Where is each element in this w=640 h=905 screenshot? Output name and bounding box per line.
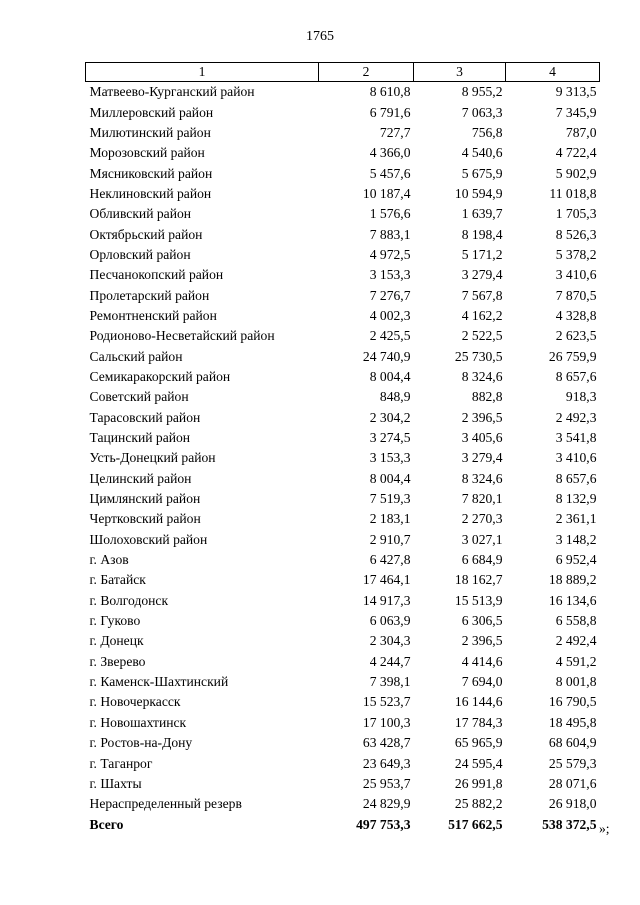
total-value-col2: 497 753,3 [356,816,411,832]
table-row [86,346,600,366]
table-row [86,102,600,122]
row-label: г. Донецк [89,633,144,649]
row-value-col4: 28 071,6 [548,775,597,791]
table-row [86,204,600,224]
row-value-col3: 8 324,6 [461,470,503,486]
table-row [86,245,600,265]
row-value-col3: 26 991,8 [454,775,503,791]
row-value-col4: 8 001,8 [555,674,597,690]
row-label: Цимлянский район [89,491,201,507]
total-value-col3: 517 662,5 [448,816,503,832]
row-value-col2: 14 917,3 [362,592,411,608]
table-row [86,285,600,305]
row-label: Целинский район [89,470,192,486]
row-value-col2: 3 274,5 [369,430,411,446]
row-value-col3: 2 396,5 [461,409,503,425]
row-label: Семикаракорский район [89,368,231,384]
table-row [86,774,600,794]
row-value-col3: 5 675,9 [461,165,503,181]
row-value-col4: 7 345,9 [555,104,597,120]
row-label: Тацинский район [89,430,191,446]
row-value-col3: 25 730,5 [454,348,503,364]
row-value-col4: 2 361,1 [555,511,597,527]
row-label: г. Волгодонск [89,592,169,608]
table-row [86,448,600,468]
row-value-col2: 4 366,0 [369,145,411,161]
row-value-col4: 26 918,0 [548,796,597,812]
row-label: Матвеево-Курганский район [89,84,255,100]
row-value-col2: 2 425,5 [369,328,411,344]
row-value-col2: 1 576,6 [369,206,411,222]
row-value-col4: 8 132,9 [555,491,597,507]
row-label: Нераспределенный резерв [89,796,242,812]
row-label: Шолоховский район [89,531,208,547]
table-row [86,306,600,326]
row-value-col4: 3 410,6 [555,450,597,466]
row-value-col2: 6 427,8 [369,552,411,568]
total-row [86,814,600,834]
column-header-1: 1 [86,63,319,82]
row-value-col4: 4 591,2 [555,653,597,669]
row-value-col4: 16 790,5 [548,694,597,710]
row-value-col2: 24 740,9 [362,348,411,364]
table-row [86,387,600,407]
row-value-col4: 4 722,4 [555,145,597,161]
row-label: г. Шахты [89,775,142,791]
row-value-col4: 4 328,8 [555,307,597,323]
row-value-col3: 3 279,4 [461,267,503,283]
row-value-col2: 8 004,4 [369,368,411,384]
row-label: Миллеровский район [89,104,214,120]
row-value-col4: 8 526,3 [555,226,597,242]
row-label: г. Каменск-Шахтинский [89,674,229,690]
row-label: Милютинский район [89,124,211,140]
row-value-col2: 7 519,3 [369,491,411,507]
row-value-col3: 1 639,7 [461,206,503,222]
row-value-col3: 7 694,0 [461,674,503,690]
row-label: Песчанокопский район [89,267,224,283]
table-row [86,794,600,814]
row-value-col3: 17 784,3 [454,714,503,730]
row-value-col3: 756,8 [471,124,503,140]
row-value-col3: 6 306,5 [461,613,503,629]
row-value-col4: 25 579,3 [548,755,597,771]
table-row [86,82,600,103]
row-value-col3: 5 171,2 [461,246,503,262]
row-value-col4: 2 623,5 [555,328,597,344]
row-value-col3: 3 027,1 [461,531,503,547]
total-value-col4: 538 372,5 [542,816,597,832]
row-value-col3: 6 684,9 [461,552,503,568]
table-row [86,509,600,529]
table-row [86,489,600,509]
row-label: Морозовский район [89,145,205,161]
table-row [86,550,600,570]
row-value-col3: 7 820,1 [461,491,503,507]
table-body [86,82,600,815]
table-row [86,713,600,733]
row-value-col3: 3 279,4 [461,450,503,466]
row-value-col4: 7 870,5 [555,287,597,303]
row-value-col2: 6 791,6 [369,104,411,120]
row-value-col4: 3 410,6 [555,267,597,283]
row-value-col3: 10 594,9 [454,185,503,201]
row-value-col4: 2 492,4 [555,633,597,649]
row-label: Мясниковский район [89,165,213,181]
row-value-col2: 17 464,1 [362,572,411,588]
row-value-col3: 25 882,2 [454,796,503,812]
table-row [86,652,600,672]
table-row [86,326,600,346]
table-row [86,184,600,204]
row-label: Усть-Донецкий район [89,450,216,466]
row-label: г. Ростов-на-Дону [89,735,193,751]
table-row [86,428,600,448]
row-value-col4: 16 134,6 [548,592,597,608]
total-label: Всего [89,816,124,832]
table-row [86,591,600,611]
row-value-col2: 2 183,1 [369,511,411,527]
row-label: Советский район [89,389,189,405]
row-value-col2: 5 457,6 [369,165,411,181]
row-value-col2: 17 100,3 [362,714,411,730]
row-value-col2: 7 883,1 [369,226,411,242]
row-value-col4: 68 604,9 [548,735,597,751]
table-row [86,224,600,244]
row-value-col2: 727,7 [379,124,411,140]
table-row [86,265,600,285]
table-row [86,143,600,163]
row-value-col3: 4 540,6 [461,145,503,161]
row-value-col4: 26 759,9 [548,348,597,364]
row-label: Родионово-Несветайский район [89,328,275,344]
row-value-col2: 7 398,1 [369,674,411,690]
row-value-col2: 2 304,2 [369,409,411,425]
row-value-col3: 24 595,4 [454,755,503,771]
row-value-col2: 10 187,4 [362,185,411,201]
table-row [86,367,600,387]
row-value-col3: 882,8 [471,389,503,405]
row-label: г. Гуково [89,613,141,629]
row-label: Чертковский район [89,511,201,527]
row-value-col3: 2 270,3 [461,511,503,527]
table-row [86,163,600,183]
row-label: Ремонтненский район [89,307,217,323]
row-value-col3: 2 396,5 [461,633,503,649]
row-value-col4: 18 495,8 [548,714,597,730]
row-value-col3: 8 955,2 [461,84,503,100]
row-value-col2: 4 244,7 [369,653,411,669]
row-value-col4: 9 313,5 [555,84,597,100]
row-value-col4: 918,3 [565,389,597,405]
row-value-col3: 15 513,9 [454,592,503,608]
table-row [86,672,600,692]
row-value-col3: 65 965,9 [454,735,503,751]
row-value-col2: 4 972,5 [369,246,411,262]
row-value-col3: 4 414,6 [461,653,503,669]
row-value-col3: 3 405,6 [461,430,503,446]
row-value-col2: 8 004,4 [369,470,411,486]
row-value-col2: 15 523,7 [362,694,411,710]
row-label: Орловский район [89,246,191,262]
row-value-col3: 2 522,5 [461,328,503,344]
row-value-col2: 25 953,7 [362,775,411,791]
row-value-col4: 787,0 [565,124,597,140]
row-value-col2: 7 276,7 [369,287,411,303]
row-value-col2: 24 829,9 [362,796,411,812]
column-header-2: 2 [319,63,414,82]
row-label: г. Азов [89,552,129,568]
column-header-4: 4 [506,63,600,82]
row-label: г. Новошахтинск [89,714,187,730]
table-row [86,530,600,550]
table-row [86,570,600,590]
row-label: г. Таганрог [89,755,153,771]
row-label: г. Новочеркасск [89,694,181,710]
row-label: Пролетарский район [89,287,210,303]
row-label: г. Зверево [89,653,146,669]
row-value-col3: 18 162,7 [454,572,503,588]
row-label: г. Батайск [89,572,146,588]
table-row [86,753,600,773]
table-row [86,469,600,489]
row-value-col3: 7 567,8 [461,287,503,303]
row-label: Тарасовский район [89,409,201,425]
row-value-col4: 6 952,4 [555,552,597,568]
row-label: Обливский район [89,206,192,222]
budget-table [85,62,600,835]
row-value-col2: 6 063,9 [369,613,411,629]
row-value-col4: 11 018,8 [549,185,597,201]
row-value-col2: 2 304,3 [369,633,411,649]
row-label: Октябрьский район [89,226,203,242]
row-value-col2: 3 153,3 [369,267,411,283]
table-header-row [86,63,600,82]
table-row [86,408,600,428]
row-value-col4: 3 148,2 [555,531,597,547]
row-value-col3: 8 198,4 [461,226,503,242]
table-row [86,611,600,631]
table-row [86,631,600,651]
page-number: 1765 [306,29,334,44]
row-value-col3: 8 324,6 [461,368,503,384]
row-value-col2: 4 002,3 [369,307,411,323]
row-value-col3: 4 162,2 [461,307,503,323]
row-value-col4: 8 657,6 [555,470,597,486]
row-value-col4: 3 541,8 [555,430,597,446]
row-label: Сальский район [89,348,183,364]
row-value-col4: 6 558,8 [555,613,597,629]
row-value-col2: 848,9 [379,389,411,405]
table-row [86,123,600,143]
row-label: Неклиновский район [89,185,212,201]
row-value-col2: 8 610,8 [369,84,411,100]
row-value-col3: 7 063,3 [461,104,503,120]
row-value-col3: 16 144,6 [454,694,503,710]
row-value-col2: 63 428,7 [362,735,411,751]
row-value-col4: 18 889,2 [548,572,597,588]
row-value-col4: 1 705,3 [555,206,597,222]
row-value-col4: 5 902,9 [555,165,597,181]
row-value-col2: 3 153,3 [369,450,411,466]
table-row [86,692,600,712]
table-row [86,733,600,753]
row-value-col4: 5 378,2 [555,246,597,262]
row-value-col2: 2 910,7 [369,531,411,547]
closing-quote-mark: »; [599,821,610,836]
row-value-col2: 23 649,3 [362,755,411,771]
column-header-3: 3 [414,63,506,82]
row-value-col4: 8 657,6 [555,368,597,384]
row-value-col4: 2 492,3 [555,409,597,425]
